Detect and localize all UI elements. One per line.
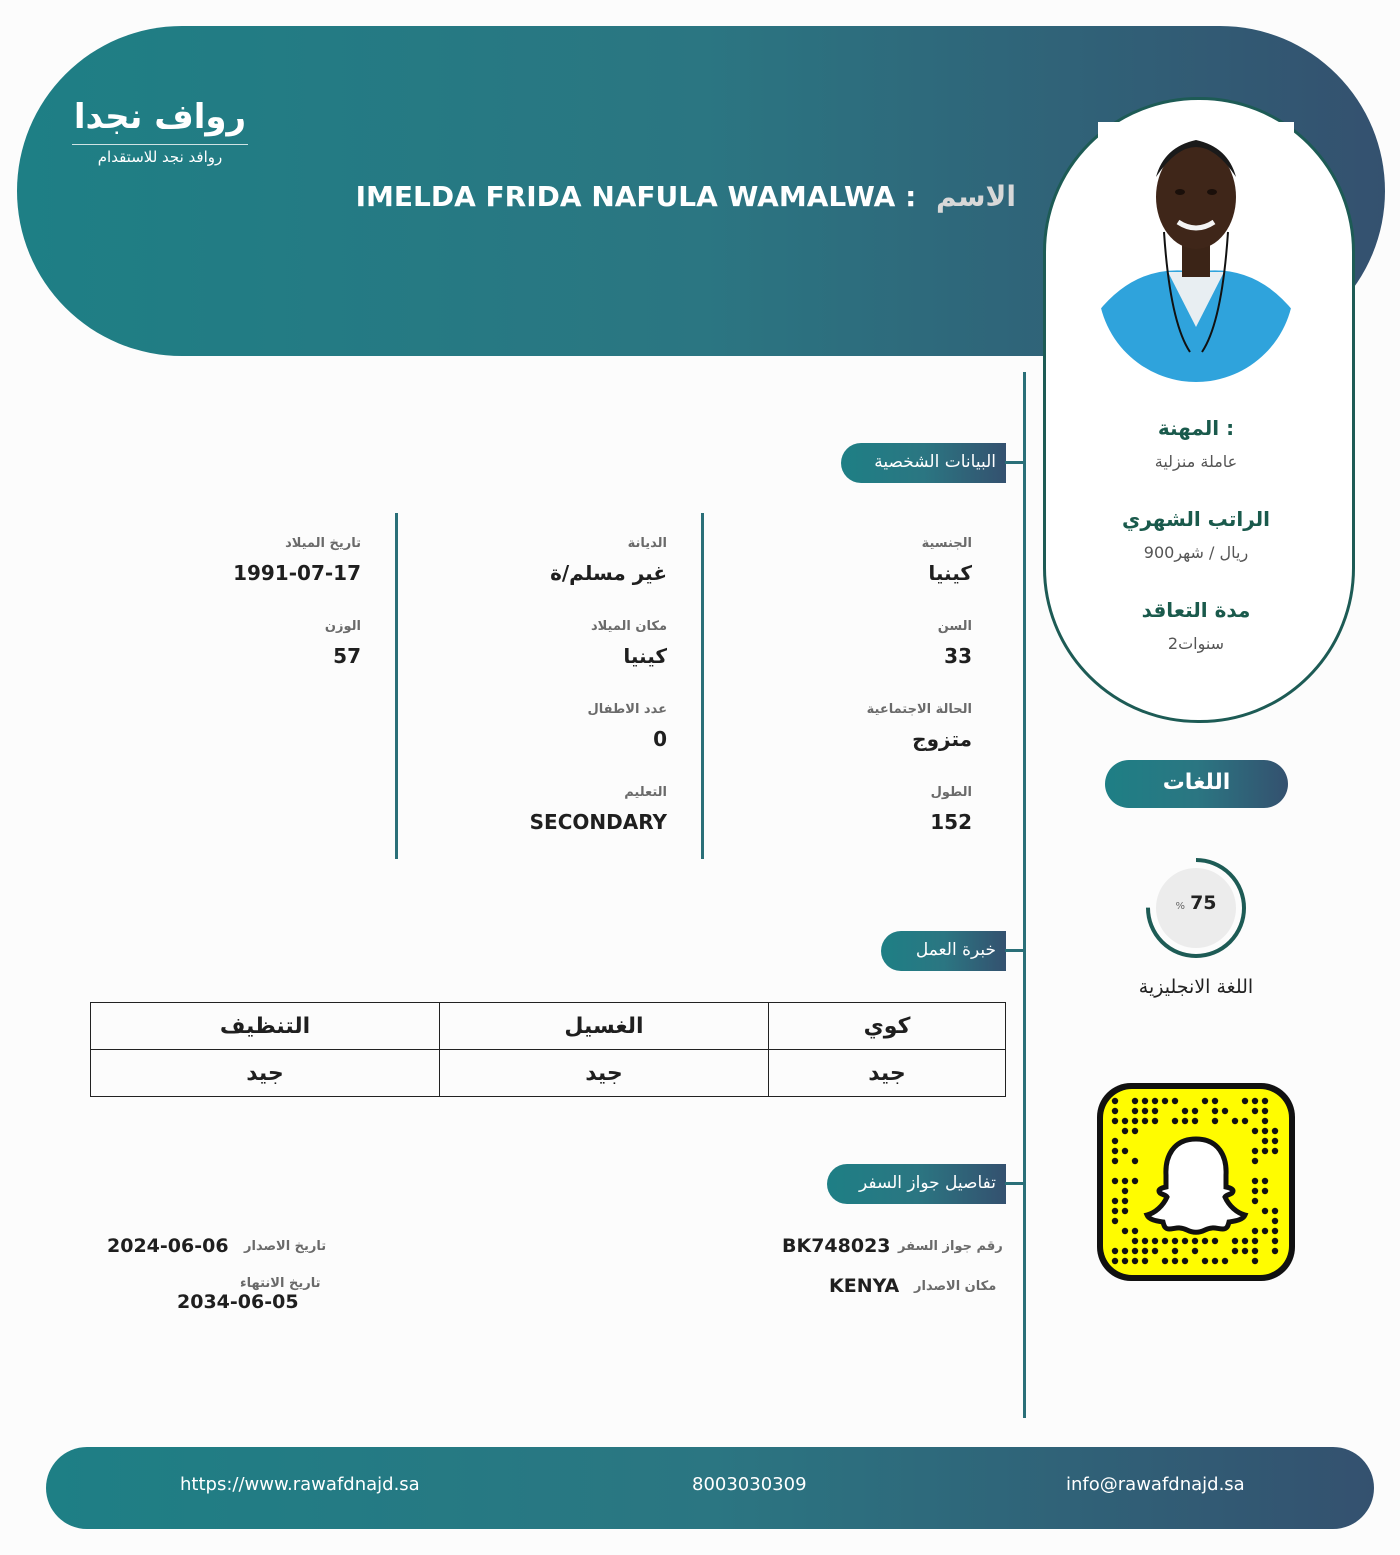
- snapcode[interactable]: [1097, 1083, 1295, 1281]
- snapcode-face: [1103, 1089, 1289, 1275]
- nationality-label: الجنسية: [921, 536, 972, 551]
- experience-value-cleaning: جيد: [91, 1050, 440, 1097]
- gauge-readout: [1170, 892, 1222, 914]
- footer-website-link[interactable]: https://www.rawafdnajd.sa: [180, 1474, 420, 1495]
- languages-badge: اللغات: [1105, 760, 1288, 808]
- birthdate-label: تاريخ الميلاد: [285, 536, 361, 551]
- snapcode-dot: [1272, 1248, 1278, 1254]
- snapcode-dot: [1122, 1128, 1128, 1134]
- snapcode-svg: [1103, 1089, 1289, 1275]
- snapcode-dot: [1212, 1238, 1218, 1244]
- issue-date-label: تاريخ الاصدار: [244, 1239, 327, 1254]
- snapcode-dot: [1162, 1258, 1168, 1264]
- snapcode-dot: [1272, 1228, 1278, 1234]
- snapcode-dot: [1122, 1198, 1128, 1204]
- snapcode-dot: [1232, 1248, 1238, 1254]
- snapcode-dot: [1272, 1138, 1278, 1144]
- snapcode-dot: [1142, 1258, 1148, 1264]
- experience-value-ironing: جيد: [769, 1050, 1006, 1097]
- snapcode-dot: [1192, 1108, 1198, 1114]
- profession-label: المهنة :: [1157, 416, 1235, 440]
- birthplace-label: مكان الميلاد: [590, 619, 667, 634]
- salary-value: 900ريال / شهر: [1143, 543, 1249, 562]
- logo-divider: [72, 144, 248, 145]
- snapcode-dot: [1172, 1118, 1178, 1124]
- snapcode-dot: [1132, 1128, 1138, 1134]
- column-divider-right: [701, 513, 704, 859]
- religion-label: الديانة: [627, 536, 667, 551]
- snapcode-dot: [1262, 1098, 1268, 1104]
- snapcode-dot: [1162, 1098, 1168, 1104]
- snapcode-dot: [1122, 1248, 1128, 1254]
- expiry-date-label: تاريخ الانتهاء: [240, 1276, 321, 1291]
- footer-email-link[interactable]: info@rawafdnajd.sa: [1066, 1474, 1245, 1495]
- snapcode-dot: [1242, 1118, 1248, 1124]
- snapcode-dot: [1262, 1188, 1268, 1194]
- section-personal-pill: البيانات الشخصية: [841, 443, 1006, 483]
- snapcode-dot: [1122, 1178, 1128, 1184]
- passport-place-value: KENYA: [829, 1275, 900, 1297]
- snapcode-dot: [1112, 1208, 1118, 1214]
- snapcode-dot: [1112, 1248, 1118, 1254]
- snapcode-dot: [1252, 1248, 1258, 1254]
- experience-header-washing: الغسيل: [440, 1003, 769, 1050]
- snapcode-dot: [1252, 1148, 1258, 1154]
- snapcode-dot: [1142, 1248, 1148, 1254]
- snapcode-dot: [1122, 1258, 1128, 1264]
- snapcode-dot: [1122, 1148, 1128, 1154]
- weight-label: الوزن: [324, 619, 361, 634]
- snapcode-dot: [1212, 1258, 1218, 1264]
- worker-photo: [1098, 122, 1294, 382]
- snapcode-dot: [1142, 1108, 1148, 1114]
- snapcode-dot: [1262, 1128, 1268, 1134]
- snapcode-dot: [1172, 1098, 1178, 1104]
- snapcode-dot: [1112, 1258, 1118, 1264]
- snapcode-dot: [1252, 1108, 1258, 1114]
- snapcode-dot: [1182, 1108, 1188, 1114]
- passport-number-value: BK748023: [782, 1235, 891, 1257]
- snapcode-dot: [1182, 1118, 1188, 1124]
- snapcode-dot: [1252, 1258, 1258, 1264]
- snapcode-dot: [1272, 1128, 1278, 1134]
- religion-value: غير مسلم/ة: [550, 561, 667, 585]
- snapcode-dot: [1152, 1098, 1158, 1104]
- section-experience-tick: [1005, 949, 1023, 952]
- snapcode-dot: [1262, 1148, 1268, 1154]
- snapcode-dot: [1112, 1118, 1118, 1124]
- profession-value: عاملة منزلية: [1154, 452, 1238, 471]
- brand-logo: رواف نجدا: [73, 97, 247, 137]
- snapcode-dot: [1152, 1118, 1158, 1124]
- snapcode-dot: [1262, 1138, 1268, 1144]
- snapcode-dot: [1132, 1228, 1138, 1234]
- section-personal-tick: [1005, 461, 1023, 464]
- snapcode-dot: [1132, 1178, 1138, 1184]
- experience-value-row: [91, 1050, 1006, 1097]
- snapcode-dot: [1182, 1238, 1188, 1244]
- snapcode-dot: [1262, 1208, 1268, 1214]
- section-experience-pill: خبرة العمل: [881, 931, 1006, 971]
- content-divider: [1023, 372, 1026, 1418]
- birthdate-value: 1991-07-17: [233, 561, 361, 585]
- gauge-percent-value: 75: [1190, 892, 1217, 914]
- snapcode-dot: [1132, 1158, 1138, 1164]
- snapcode-dot: [1132, 1238, 1138, 1244]
- snapcode-dot: [1232, 1238, 1238, 1244]
- snapcode-dot: [1122, 1208, 1128, 1214]
- snapcode-dot: [1252, 1188, 1258, 1194]
- snapcode-dot: [1202, 1238, 1208, 1244]
- snapcode-dot: [1152, 1248, 1158, 1254]
- snapcode-dot: [1152, 1238, 1158, 1244]
- snapcode-dot: [1112, 1198, 1118, 1204]
- marital-status-label: الحالة الاجتماعية: [866, 702, 972, 717]
- snapcode-dot: [1192, 1118, 1198, 1124]
- issue-date-value: 2024-06-06: [107, 1235, 229, 1257]
- marital-status-value: متزوج: [912, 727, 972, 751]
- education-label: التعليم: [624, 785, 667, 800]
- children-value: 0: [653, 727, 667, 751]
- snapcode-dot: [1242, 1098, 1248, 1104]
- children-label: عدد الاطفال: [587, 702, 667, 717]
- snapcode-dot: [1122, 1188, 1128, 1194]
- nationality-value: كينيا: [928, 561, 972, 585]
- snapcode-dot: [1262, 1118, 1268, 1124]
- age-value: 33: [944, 644, 972, 668]
- snapcode-dot: [1262, 1228, 1268, 1234]
- ghost-icon: [1147, 1139, 1245, 1232]
- column-divider-left: [395, 513, 398, 859]
- snapcode-dot: [1132, 1118, 1138, 1124]
- snapcode-dot: [1242, 1238, 1248, 1244]
- snapcode-dot: [1142, 1118, 1148, 1124]
- snapcode-dot: [1162, 1238, 1168, 1244]
- snapcode-dot: [1272, 1148, 1278, 1154]
- snapcode-dot: [1272, 1238, 1278, 1244]
- snapcode-dot: [1232, 1118, 1238, 1124]
- snapcode-dot: [1192, 1248, 1198, 1254]
- snapcode-dot: [1122, 1118, 1128, 1124]
- snapcode-dot: [1262, 1108, 1268, 1114]
- snapcode-dot: [1202, 1258, 1208, 1264]
- snapcode-dot: [1112, 1138, 1118, 1144]
- weight-value: 57: [333, 644, 361, 668]
- snapcode-dot: [1172, 1238, 1178, 1244]
- contract-value: 2سنوات: [1167, 634, 1225, 653]
- experience-header-cleaning: التنظيف: [91, 1003, 440, 1050]
- expiry-date-value: 2034-06-05: [177, 1291, 299, 1313]
- education-value: SECONDARY: [529, 810, 667, 834]
- snapcode-dot: [1252, 1158, 1258, 1164]
- passport-number-label: رقم جواز السفر: [898, 1239, 1003, 1254]
- height-value: 152: [930, 810, 972, 834]
- snapcode-dot: [1212, 1098, 1218, 1104]
- snapcode-dot: [1252, 1238, 1258, 1244]
- snapcode-dot: [1212, 1118, 1218, 1124]
- snapcode-dot: [1182, 1258, 1188, 1264]
- snapcode-dot: [1172, 1248, 1178, 1254]
- snapcode-dot: [1212, 1108, 1218, 1114]
- snapcode-dot: [1132, 1108, 1138, 1114]
- name-value: IMELDA FRIDA NAFULA WAMALWA :: [355, 180, 917, 213]
- snapcode-dot: [1122, 1228, 1128, 1234]
- snapcode-dot: [1272, 1218, 1278, 1224]
- snapcode-dot: [1132, 1258, 1138, 1264]
- snapcode-dot: [1242, 1248, 1248, 1254]
- passport-place-label: مكان الاصدار: [914, 1279, 997, 1294]
- birthplace-value: كينيا: [623, 644, 667, 668]
- worker-photo-image: [1098, 122, 1294, 382]
- snapcode-dot: [1112, 1108, 1118, 1114]
- snapcode-dot: [1192, 1238, 1198, 1244]
- experience-header-row: [91, 1003, 1006, 1050]
- snapcode-dot: [1222, 1108, 1228, 1114]
- snapcode-dot: [1252, 1178, 1258, 1184]
- snapcode-dot: [1172, 1258, 1178, 1264]
- snapcode-dot: [1112, 1178, 1118, 1184]
- snapcode-dot: [1252, 1198, 1258, 1204]
- gauge-percent-sign: %: [1175, 901, 1185, 912]
- contract-label: مدة التعاقد: [1141, 598, 1251, 622]
- experience-table: [90, 1002, 1006, 1097]
- snapcode-dot: [1132, 1098, 1138, 1104]
- snapcode-dot: [1272, 1208, 1278, 1214]
- snapcode-dot: [1142, 1238, 1148, 1244]
- experience-header-ironing: كوي: [769, 1003, 1006, 1050]
- snapcode-dot: [1132, 1248, 1138, 1254]
- brand-tagline: روافد نجد للاستقدام: [97, 148, 223, 166]
- experience-value-washing: جيد: [440, 1050, 769, 1097]
- language-name: اللغة الانجليزية: [1138, 976, 1254, 998]
- worker-name: [356, 180, 1016, 213]
- age-label: السن: [937, 619, 972, 634]
- snapcode-dot: [1252, 1128, 1258, 1134]
- snapcode-dot: [1112, 1158, 1118, 1164]
- snapcode-dot: [1222, 1258, 1228, 1264]
- snapcode-dot: [1152, 1108, 1158, 1114]
- snapcode-dot: [1142, 1098, 1148, 1104]
- snapcode-dot: [1112, 1098, 1118, 1104]
- snapcode-dot: [1202, 1098, 1208, 1104]
- height-label: الطول: [930, 785, 972, 800]
- footer-phone[interactable]: 8003030309: [692, 1474, 807, 1495]
- salary-label: الراتب الشهري: [1122, 507, 1270, 531]
- header-banner-cut: [17, 200, 1047, 356]
- section-passport-pill: تفاصيل جواز السفر: [827, 1164, 1006, 1204]
- snapcode-dot: [1112, 1218, 1118, 1224]
- snapcode-dot: [1252, 1098, 1258, 1104]
- section-passport-tick: [1005, 1182, 1023, 1185]
- name-label: الاسم: [936, 180, 1016, 213]
- snapcode-dot: [1262, 1178, 1268, 1184]
- snapcode-dot: [1252, 1228, 1258, 1234]
- snapcode-dot: [1112, 1148, 1118, 1154]
